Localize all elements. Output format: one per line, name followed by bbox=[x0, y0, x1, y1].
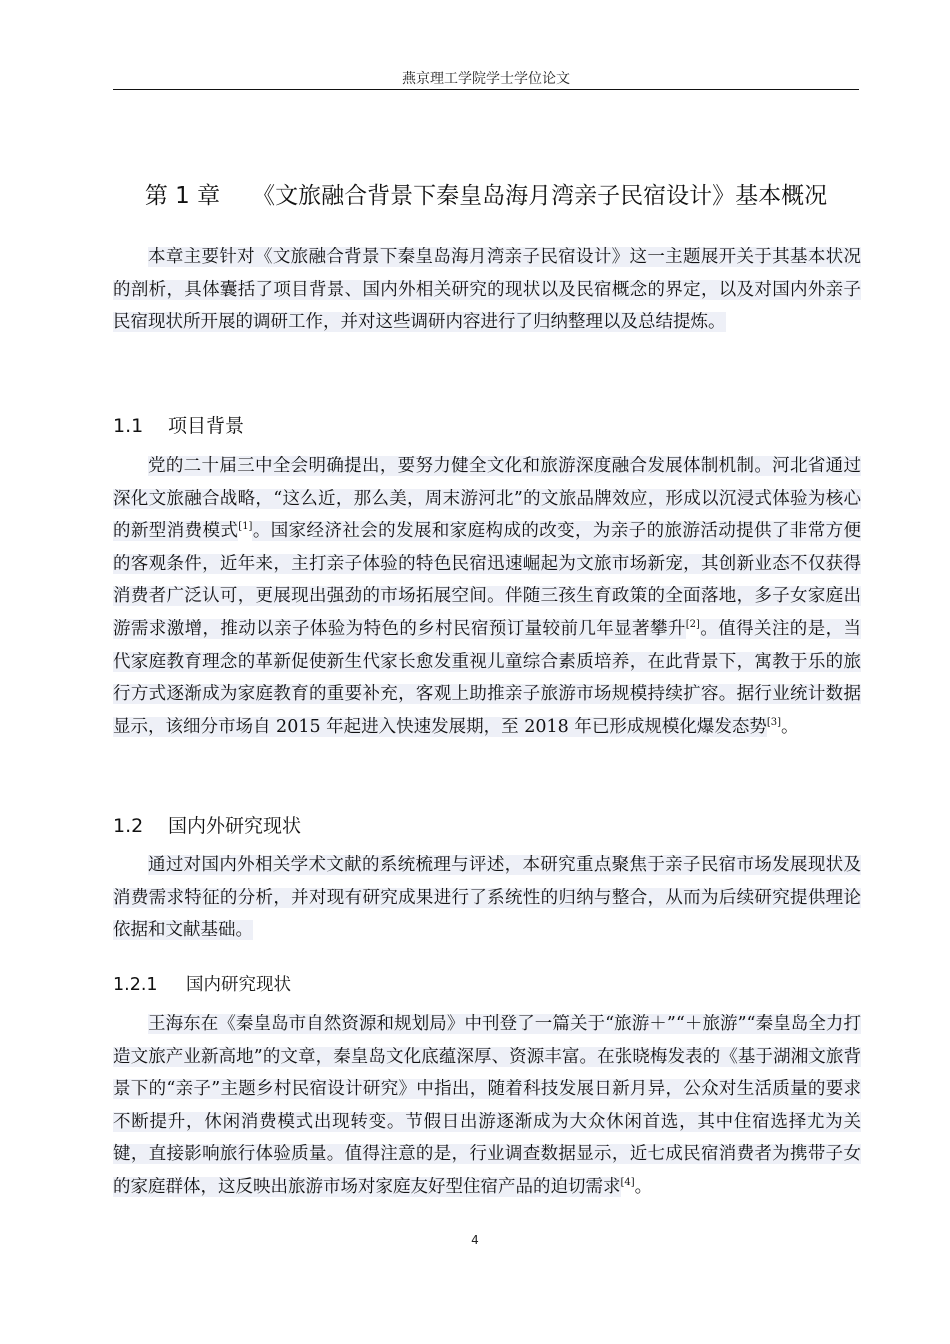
chapter-intro-paragraph bbox=[113, 241, 861, 339]
subsection-heading-1-2-1 bbox=[113, 971, 291, 996]
section-number: 1.1 bbox=[113, 415, 144, 437]
intro-text: 本章主要针对《文旅融合背景下秦皇岛海月湾亲子民宿设计》这一主题展开关于其基本状况的剖析，具体囊括了项目背景、国内外相关研究的现状以及民宿概念的界定，以及对国内外亲子民宿现状所开展的调研工作，并对这些调研内容进行了归纳整理以及总结提炼。 bbox=[113, 247, 861, 333]
paragraph-text: 。 bbox=[634, 1176, 653, 1197]
citation-ref[interactable]: [3] bbox=[766, 716, 781, 728]
citation-ref[interactable]: [2] bbox=[685, 618, 700, 630]
paragraph-text: 。值得关注的是，当代家庭教育理念的革新促使新生代家长愈发重视儿童综合素质培养，在此背景下，寓教于乐的旅行方式逐渐成为家庭教育的重要补充，客观上助推亲子旅游市场规模持续扩容。据行业统计数据显示，该细分市场自 2015 年起进入快速发展期，至 2018 年已形成规模化爆发态势 bbox=[113, 618, 862, 737]
paragraph-text: 王海东在《秦皇岛市自然资源和规划局》中刊登了一篇关于“旅游＋”“＋旅游”“秦皇岛全力打造文旅产业新高地”的文章，秦皇岛文化底蕴深厚、资源丰富。在张晓梅发表的《基于湖湘文旅背景下的“亲子”主题乡村民宿设计研究》中指出，随着科技发展日新月异，公众对生活质量的要求不断提升，休闲消费模式出现转变。节假日出游逐渐成为大众休闲首选，其中住宿选择尤为关键，直接影响旅行体验质量。值得注意的是，行业调查数据显示，近七成民宿消费者为携带子女的家庭群体，这反映出旅游市场对家庭友好型住宿产品的迫切需求 bbox=[113, 1014, 861, 1197]
paragraph-text: 。国家经济社会的发展和家庭构成的改变，为亲子的旅游活动提供了非常方便的客观条件，近年来，主打亲子体验的特色民宿迅速崛起为文旅市场新宠，其创新业态不仅获得消费者广泛认可，更展现出强劲的市场拓展空间。伴随三孩生育政策的全面落地，多子女家庭出游需求激增，推动以亲子体验为特色的乡村民宿预订量较前几年显著攀升 bbox=[113, 521, 862, 639]
section-heading-1-2 bbox=[113, 811, 301, 838]
domestic-research-paragraph bbox=[113, 1008, 861, 1204]
background-paragraph bbox=[113, 450, 861, 743]
chapter-title bbox=[113, 177, 859, 210]
section-title: 项目背景 bbox=[168, 415, 245, 437]
citation-ref[interactable]: [4] bbox=[620, 1176, 635, 1188]
chapter-number: 第 1 章 bbox=[144, 183, 221, 209]
citation-ref[interactable]: [1] bbox=[238, 521, 253, 533]
chapter-name: 《文旅融合背景下秦皇岛海月湾亲子民宿设计》基本概况 bbox=[252, 183, 828, 209]
subsection-number: 1.2.1 bbox=[113, 975, 158, 995]
section-title: 国内外研究现状 bbox=[168, 815, 302, 837]
paragraph-text: 。 bbox=[781, 716, 799, 737]
header-rule bbox=[113, 89, 859, 90]
page-number: 4 bbox=[471, 1233, 479, 1247]
research-status-paragraph bbox=[113, 849, 861, 947]
paragraph-text: 通过对国内外相关学术文献的系统梳理与评述，本研究重点聚焦于亲子民宿市场发展现状及消费需求特征的分析，并对现有研究成果进行了系统性的归纳与整合，从而为后续研究提供理论依据和文献基础。 bbox=[113, 855, 861, 941]
running-header: 燕京理工学院学士学位论文 bbox=[402, 71, 570, 87]
subsection-title: 国内研究现状 bbox=[186, 975, 291, 995]
section-number: 1.2 bbox=[113, 815, 144, 837]
paragraph-text: 党的二十届三中全会明确提出，要努力健全文化和旅游深度融合发展体制机制。河北省通过深化文旅融合战略，“这么近，那么美，周末游河北”的文旅品牌效应，形成以沉浸式体验为核心的新型消费模式 bbox=[113, 456, 861, 542]
section-heading-1-1 bbox=[113, 411, 244, 438]
